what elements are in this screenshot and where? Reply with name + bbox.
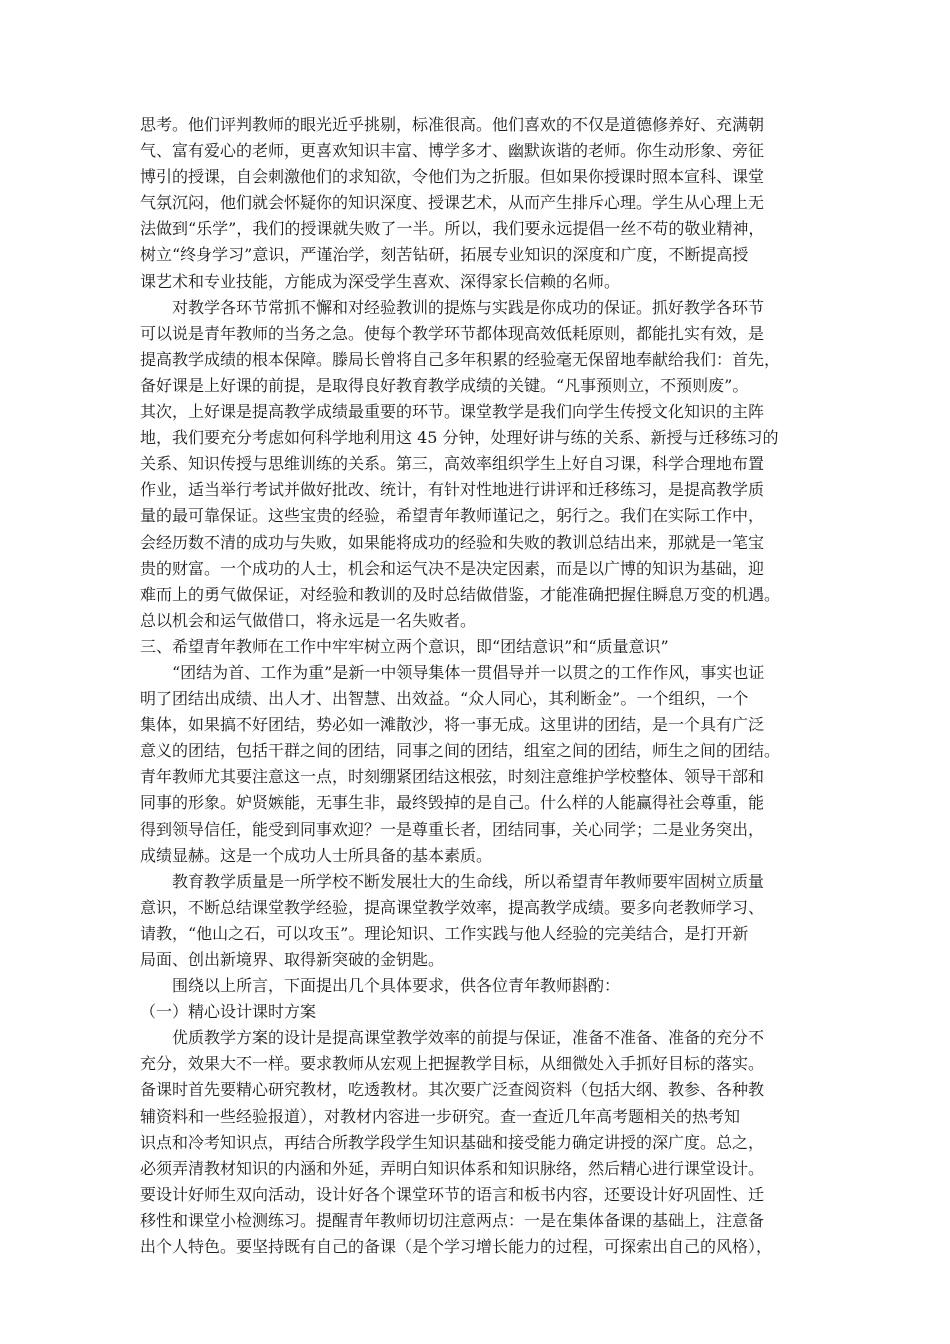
text-line: 围绕以上所言，下面提出几个具体要求，供各位青年教师斟酌： (140, 976, 621, 996)
text-line: 教育教学质量是一所学校不断发展壮大的生命线，所以希望青年教师要牢固树立质量 (140, 871, 765, 891)
text-line: 气、富有爱心的老师，更喜欢知识丰富、博学多才、幽默诙谐的老师。你生动形象、旁征 (140, 141, 765, 161)
text-line: 要设计好师生双向活动，设计好各个课堂环节的语言和板书内容，还要设计好巩固性、迁 (140, 1184, 765, 1204)
text-line: 优质教学方案的设计是提高课堂教学效率的前提与保证，准备不准备、准备的充分不 (140, 1028, 765, 1048)
text-line: 气氛沉闷，他们就会怀疑你的知识深度、授课艺术，从而产生排斥心理。学生从心理上无 (140, 193, 765, 213)
text-line: 思考。他们评判教师的眼光近乎挑剔，标准很高。他们喜欢的不仅是道德修养好、充满朝 (140, 115, 765, 134)
text-line: 局面、创出新境界、取得新突破的金钥匙。 (140, 950, 445, 969)
text-line: 课艺术和专业技能，方能成为深受学生喜欢、深得家长信赖的名师。 (140, 271, 621, 291)
text-line: 博引的授课，自会刺激他们的求知欲，令他们为之折服。但如果你授课时照本宣科、课堂 (140, 167, 765, 187)
text-line: 其次，上好课是提高教学成绩最重要的环节。课堂教学是我们向学生传授文化知识的主阵 (140, 402, 765, 422)
text-line: 备好课是上好课的前提，是取得良好教育教学成绩的关键。“凡事预则立，不预则废”。 (140, 375, 749, 395)
text-line: 对教学各环节常抓不懈和对经验教训的提炼与实践是你成功的保证。抓好教学各环节 (140, 297, 765, 317)
text-line: 三、希望青年教师在工作中牢牢树立两个意识，即“团结意识”和“质量意识” (140, 636, 669, 656)
text-line: 识点和冷考知识点，再结合所教学段学生知识基础和接受能力确定讲授的深广度。总之， (140, 1132, 765, 1152)
text-line: 得到领导信任，能受到同事欢迎？一是尊重长者，团结同事，关心同学；二是业务突出， (140, 819, 765, 839)
text-line: 充分，效果大不一样。要求教师从宏观上把握教学目标，从细微处入手抓好目标的落实。 (140, 1054, 765, 1074)
text-line: 请教，“他山之石，可以攻玉”。理论知识、工作实践与他人经验的完美结合，是打开新 (140, 923, 749, 943)
document-body (140, 112, 832, 1260)
text-line: 法做到“乐学”，我们的授课就失败了一半。所以，我们要永远提倡一丝不苟的敬业精神， (140, 219, 765, 239)
text-line: 总以机会和运气做借口，将永远是一名失败者。 (140, 610, 477, 630)
text-line: 会经历数不清的成功与失败，如果能将成功的经验和失败的教训总结出来，那就是一笔宝 (140, 532, 765, 552)
text-line: 出个人特色。要坚持既有自己的备课（是个学习增长能力的过程，可探索出自己的风格）， (140, 1237, 773, 1257)
text-line: 集体，如果搞不好团结，势必如一滩散沙，将一事无成。这里讲的团结，是一个具有广泛 (140, 715, 765, 735)
text-line: 备课时首先要精心研究教材，吃透教材。其次要广泛查阅资料（包括大纲、教参、各种教 (140, 1080, 765, 1100)
text-line: 难而上的勇气做保证，对经验和教训的及时总结做借鉴，才能准确把握住瞬息万变的机遇。 (140, 584, 781, 604)
text-line: “团结为首、工作为重”是新一中领导集体一贯倡导并一以贯之的工作作风，事实也证 (140, 662, 765, 682)
text-line: 必须弄清教材知识的内涵和外延，弄明白知识体系和知识脉络，然后精心进行课堂设计。 (140, 1158, 765, 1178)
text-line: 成绩显赫。这是一个成功人士所具备的基本素质。 (140, 845, 493, 865)
text-line: 意识，不断总结课堂教学经验，提高课堂教学效率，提高教学成绩。要多向老教师学习、 (140, 897, 765, 917)
text-line: 移性和课堂小检测练习。提醒青年教师切切注意两点：一是在集体备课的基础上，注意备 (140, 1210, 765, 1230)
text-line: 作业，适当举行考试并做好批改、统计，有针对性地进行讲评和迁移练习，是提高教学质 (140, 480, 765, 500)
text-line: 贵的财富。一个成功的人士，机会和运气决不是决定因素，而是以广博的知识为基础，迎 (140, 558, 765, 578)
text-line: 青年教师尤其要注意这一点，时刻绷紧团结这根弦，时刻注意维护学校整体、领导干部和 (140, 767, 765, 787)
text-line: 明了团结出成绩、出人才、出智慧、出效益。“众人同心，其利断金”。一个组织，一个 (140, 689, 749, 709)
text-line: 地，我们要充分考虑如何科学地利用这 45 分钟，处理好讲与练的关系、新授与迁移练习的 (140, 428, 779, 448)
text-line: 可以说是青年教师的当务之急。使每个教学环节都体现高效低耗原则，都能扎实有效，是 (140, 323, 765, 343)
text-line: 提高教学成绩的根本保障。滕局长曾将自己多年积累的经验毫无保留地奉献给我们：首先， (140, 349, 781, 369)
text-line: 量的最可靠保证。这些宝贵的经验，希望青年教师谨记之，躬行之。我们在实际工作中， (140, 506, 765, 526)
text-line: 同事的形象。妒贤嫉能，无事生非，最终毁掉的是自己。什么样的人能赢得社会尊重，能 (140, 793, 765, 813)
text-line: 关系、知识传授与思维训练的关系。第三，高效率组织学生上好自习课，科学合理地布置 (140, 454, 765, 474)
text-line: 辅资料和一些经验报道），对教材内容进一步研究。查一查近几年高考题相关的热考知 (140, 1106, 741, 1126)
text-line: 意义的团结，包括干群之间的团结，同事之间的团结，组室之间的团结，师生之间的团结。 (140, 741, 781, 761)
text-line: （一）精心设计课时方案 (140, 1002, 317, 1022)
text-line: 树立“终身学习”意识，严谨治学，刻苦钻研，拓展专业知识的深度和广度，不断提高授 (140, 245, 749, 265)
